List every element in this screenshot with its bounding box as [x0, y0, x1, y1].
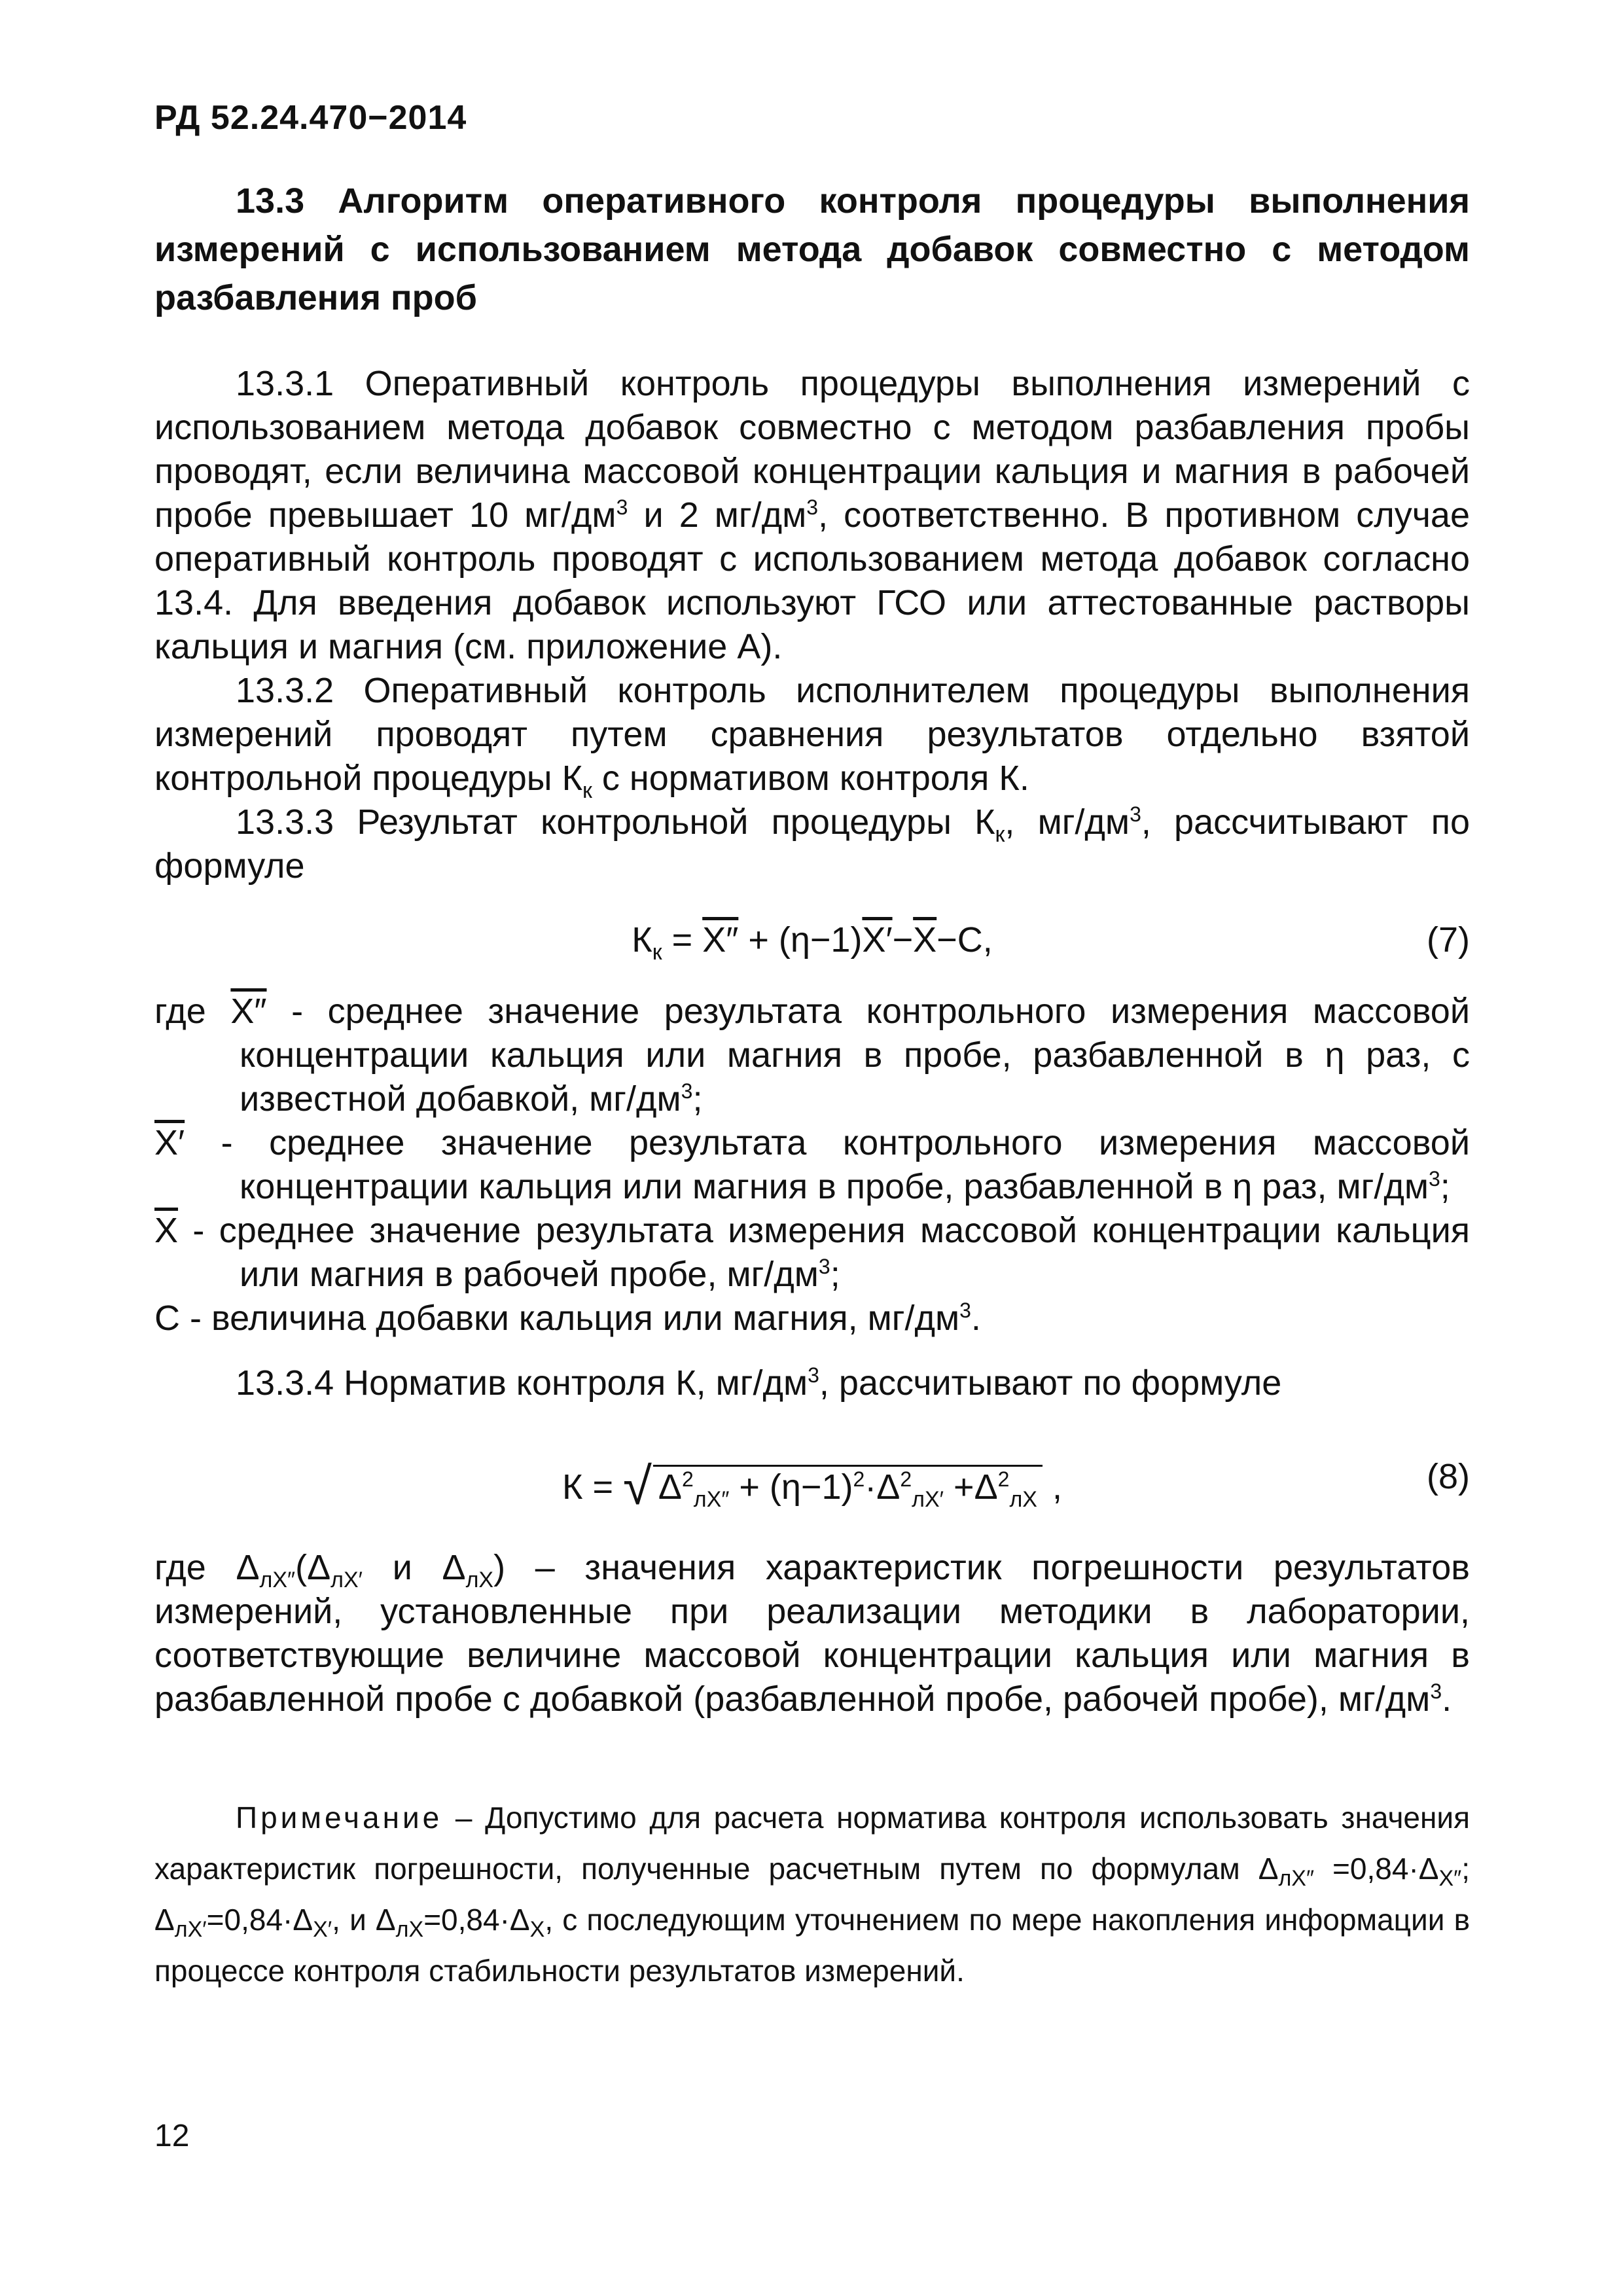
body-block-1 [154, 362, 1470, 888]
note-block [154, 1792, 1470, 1996]
formula-7 [154, 913, 1470, 985]
paragraph-13-3-1: 13.3.1 Оперативный контроль процедуры выполнения измерений с использованием метода добавок совместно с методом разбавления пробы проводят, если величина массовой концентрации кальция и магния в рабочей пробе превышает 10 $мг/дм^3$ и 2 $мг/дм^3$, соответственно. В противном случае оперативный контроль проводят с использованием метода добавок согласно 13.4. Для введения добавок используют ГСО или аттестованные растворы кальция и магния (см. приложение А). [154, 364, 1470, 666]
section-title: 13.3 Алгоритм оперативного контроля процедуры выполнения измерений с использованием метода добавок совместно с методом разбавления проб [154, 181, 1470, 317]
document-code: РД 52.24.470−2014 [154, 99, 467, 137]
paragraph-13-3-3: 13.3.3 Результат контрольной процедуры $К_к$, $мг/дм^3$, рассчитывают по формуле [154, 802, 1470, 886]
paragraph-formula-8-definitions: где $\Delta_{лX''}(\Delta_{лX'}$ и $\Delta_{лX}$) – значения характеристик погрешности результатов измерений, установленные при реализации методики в лаборатории, соответствующие величине массовой концентрации кальция или магния в разбавленной пробе с добавкой (разбавленной пробе, рабочей пробе), $мг/дм^3$. [154, 1548, 1470, 1719]
definition-x-double-prime: где X″ - среднее значение результата контрольного измерения массовой концентрации кальция или магния в пробе, разбавленной в η раз, с известной добавкой, $мг/дм^3$; [154, 992, 1470, 1119]
formula-8-radicand: $\Delta^2_{лX''} + (\eta-1)^2\cdot\Delta^2_{лX'} +\Delta^2_{лX}$ [653, 1465, 1043, 1507]
body-block-3 [154, 1546, 1470, 1721]
formula-8-number: (8) [1427, 1457, 1470, 1496]
paragraph-13-3-2: 13.3.2 Оперативный контроль исполнителем процедуры выполнения измерений проводят путем сравнения результатов отдельно взятой контрольной процедуры $К_к$ с нормативом контроля К. [154, 671, 1470, 803]
body-block-2 [154, 990, 1470, 1405]
paragraph-13-3-4: 13.3.4 Норматив контроля К, $мг/дм^3$, рассчитывают по формуле [236, 1363, 1282, 1403]
formula-7-expression: $К_к = X'' + (\eta-1)X'-\overline{X}-С$, [632, 920, 993, 965]
formula-8 [154, 1450, 1470, 1522]
page-number: 12 [154, 2119, 190, 2153]
definition-c: С - величина добавки кальция или магния, $мг/дм^3$. [154, 1299, 981, 1338]
formula-7-number: (7) [1427, 920, 1470, 960]
note-paragraph: Примечание – Допустимо для расчета норматива контроля использовать значения характеристик погрешности, полученные расчетным путем по формулам $\Delta_{лX''} =0,84\cdot\Delta_{X''}$; $\Delta_{лX'}=0,84\cdot\Delta_{X'}$, и $\Delta_{лX}=0,84\cdot\Delta_X$, с последующим уточнением по мере накопления информации в процессе контроля стабильности результатов измерений. [154, 1801, 1471, 1988]
definition-x: $\overline{X}$ - среднее значение результата измерения массовой концентрации кальция или магния в рабочей пробе, $мг/дм^3$; [154, 1211, 1470, 1294]
definition-x-prime: X′ - среднее значение результата контрольного измерения массовой концентрации кальция или магния в пробе, разбавленной в η раз, $мг/дм^3$; [154, 1123, 1470, 1206]
note-label: Примечание [236, 1801, 443, 1835]
formula-8-expression: К = √ $\Delta^2_{лX''} + (\eta-1)^2\cdot\Delta^2_{лX'} +\Delta^2_{лX}$ , [562, 1457, 1062, 1515]
